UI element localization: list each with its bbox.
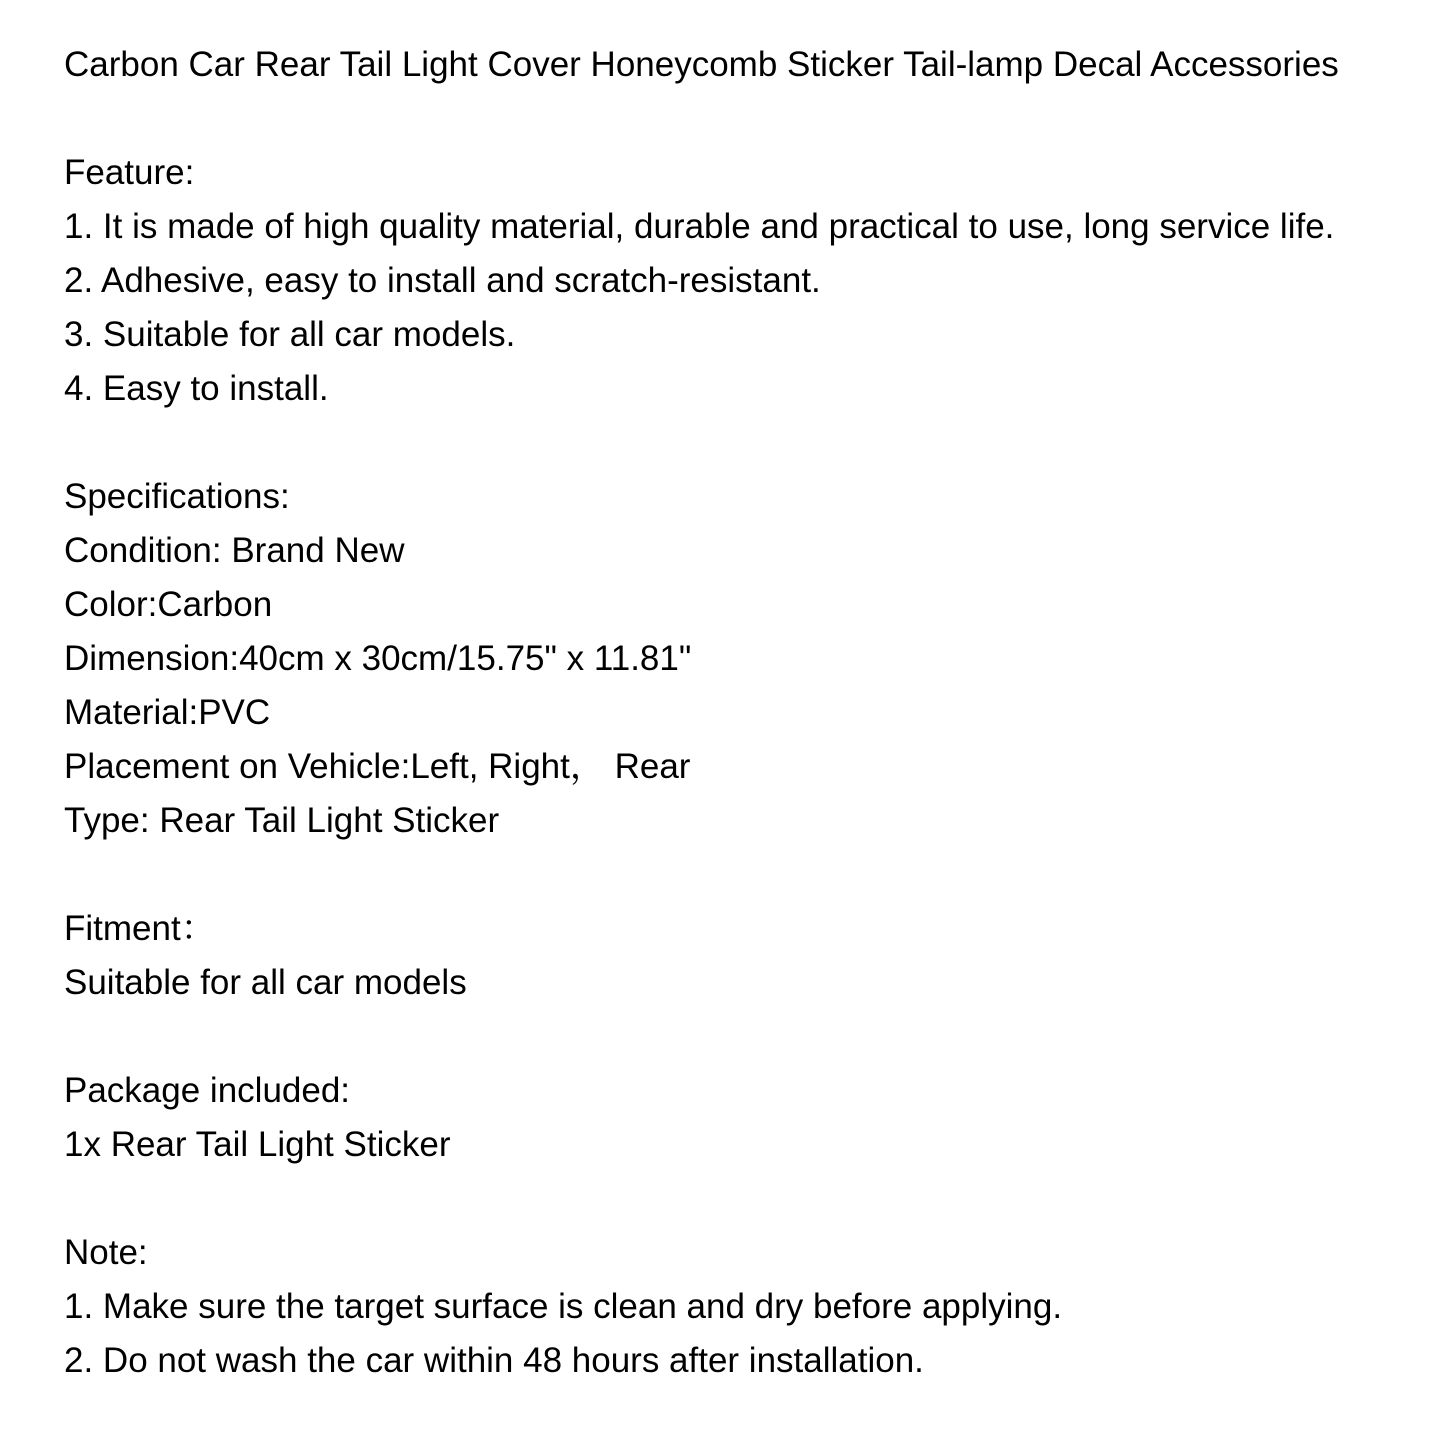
text-line: Suitable for all car models [64, 963, 467, 1002]
section-note [64, 1226, 1429, 1388]
section-heading: Feature: [64, 153, 195, 192]
text-line: Condition: Brand New [64, 531, 405, 570]
section-heading: Note: [64, 1233, 148, 1272]
section-fitment [64, 902, 1429, 1010]
section-specifications [64, 470, 1429, 848]
product-title: Carbon Car Rear Tail Light Cover Honeycomb Sticker Tail-lamp Decal Accessories [64, 45, 1339, 84]
text-line: 4. Easy to install. [64, 369, 329, 408]
text-line: 2. Do not wash the car within 48 hours after installation. [64, 1341, 924, 1380]
text-line: Color:Carbon [64, 585, 273, 624]
section-package-included [64, 1064, 1429, 1172]
text-line: 1x Rear Tail Light Sticker [64, 1125, 451, 1164]
section-heading: Specifications: [64, 477, 290, 516]
text-line: Dimension:40cm x 30cm/15.75" x 11.81" [64, 639, 692, 678]
section-heading: Fitment： [64, 909, 216, 948]
text-line: 2. Adhesive, easy to install and scratch-resistant. [64, 261, 821, 300]
text-line: Material:PVC [64, 693, 271, 732]
sections-container [64, 146, 1429, 1388]
section-heading: Package included: [64, 1071, 351, 1110]
text-line: 3. Suitable for all car models. [64, 315, 516, 354]
text-line: 1. Make sure the target surface is clean and dry before applying. [64, 1287, 1063, 1326]
text-line: Type: Rear Tail Light Sticker [64, 801, 500, 840]
text-line: 1. It is made of high quality material, durable and practical to use, long service life. [64, 207, 1335, 246]
section-feature [64, 146, 1429, 416]
text-line: Placement on Vehicle:Left, Right， Rear [64, 747, 691, 786]
